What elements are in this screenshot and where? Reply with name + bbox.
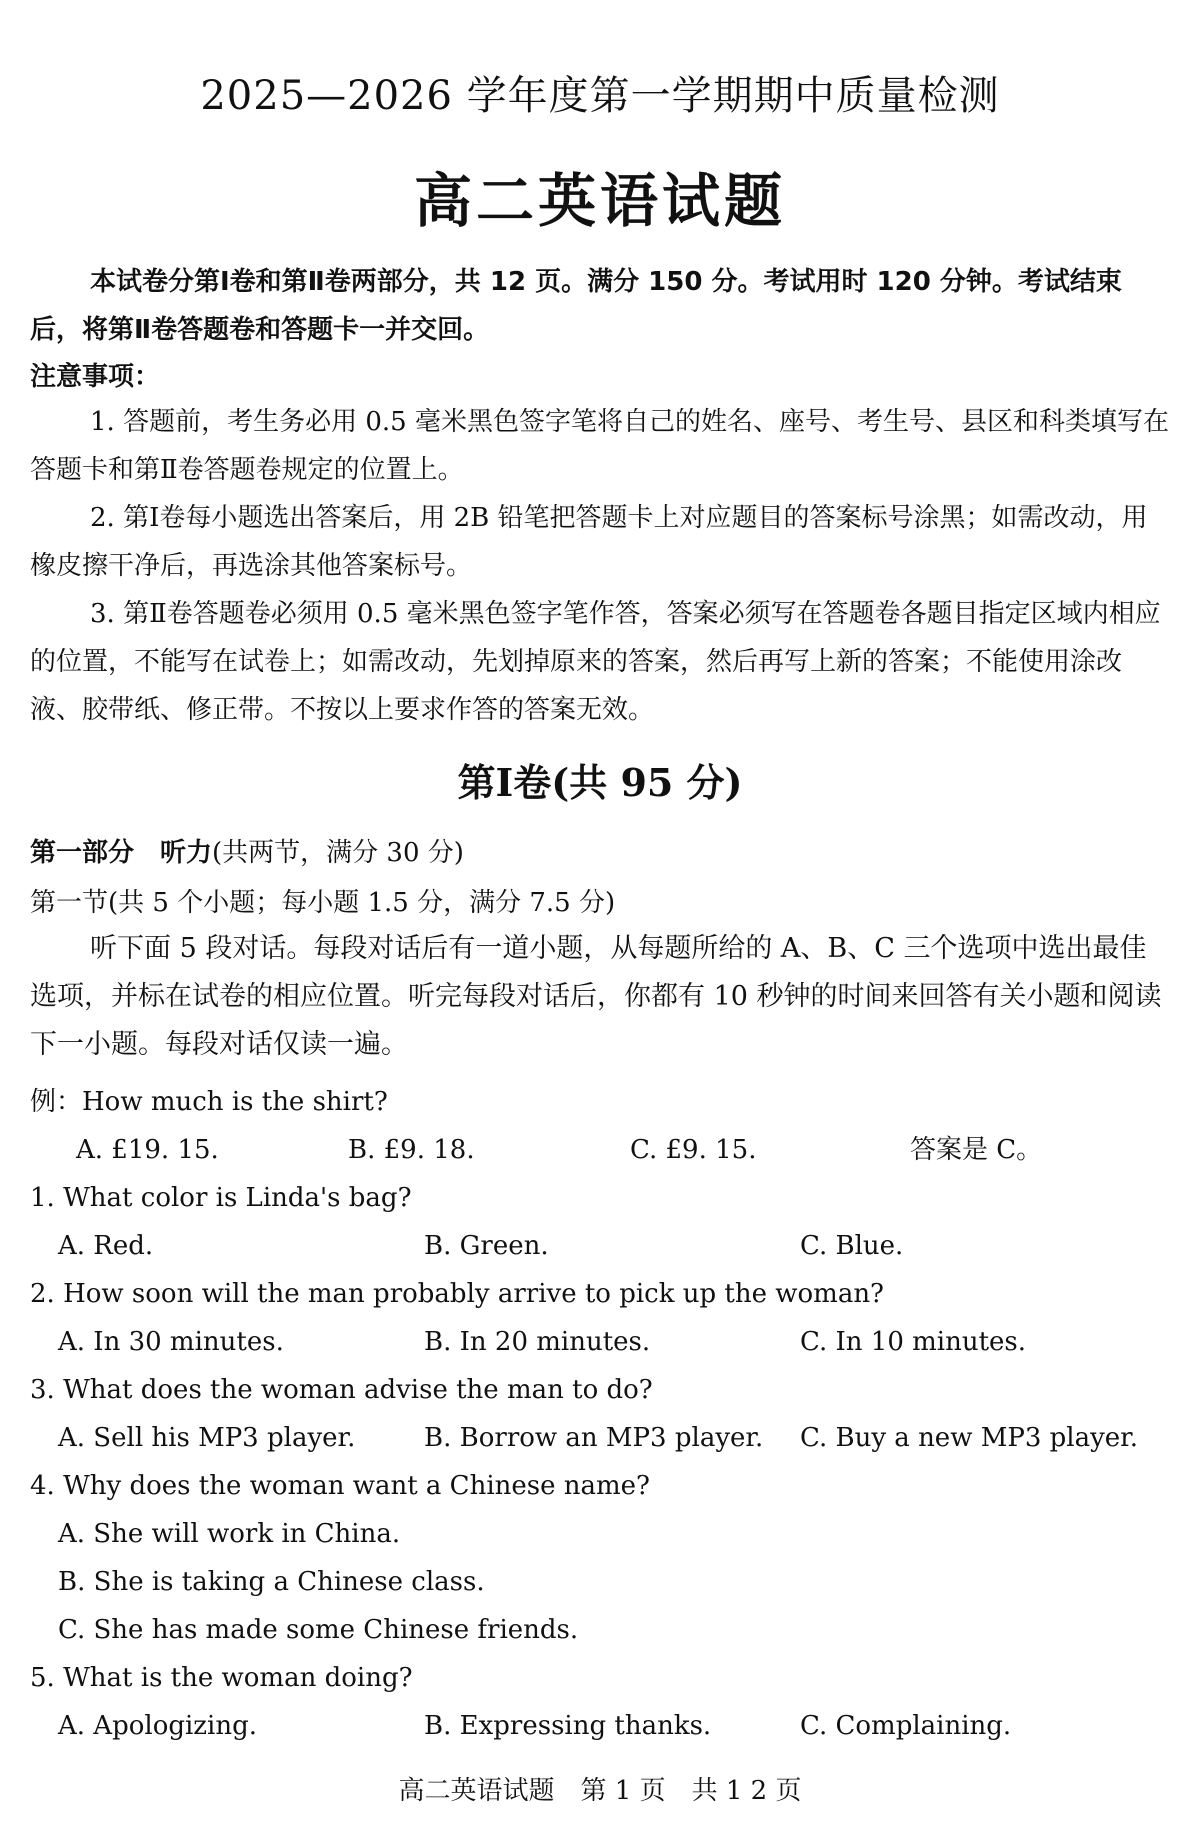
question-4 [30,1462,1170,1654]
question-options [30,1318,1170,1366]
exam-line: 2025—2026 学年度第一学期期中质量检测 [200,73,1000,119]
notice-item: 2. 第Ⅰ卷每小题选出答案后，用 2B 铅笔把答题卡上对应题目的答案标号涂黑；如需改动，用橡皮擦干净后，再选涂其他答案标号。 [30,503,1148,581]
option-c: C. £9. 15. [630,1135,757,1165]
question-1 [30,1174,1170,1270]
example-block [30,1078,1170,1174]
question-stem: 5. What is the woman doing? [30,1663,413,1693]
question-stem: 2. How soon will the man probably arrive to pick up the woman? [30,1279,885,1309]
notice-item: 3. 第Ⅱ卷答题卷必须用 0.5 毫米黑色签字笔作答，答案必须写在答题卷各题目指定区域内相应的位置，不能写在试卷上；如需改动，先划掉原来的答案，然后再写上新的答案；不能使用涂改液、胶带纸、修正带。不按以上要求作答的答案无效。 [30,599,1161,725]
intro-paragraph: 本试卷分第Ⅰ卷和第Ⅱ卷两部分，共 12 页。满分 150 分。考试用时 120 分钟。考试结束后，将第Ⅱ卷答题卷和答题卡一并交回。 [30,267,1122,345]
option-a: A. She will work in China. [58,1519,401,1549]
page-footer: 高二英语试题 第 1 页 共 1 2 页 [398,1776,802,1806]
section-title: 第Ⅰ卷(共 95 分) [457,760,743,805]
option-a: A. In 30 minutes. [58,1327,284,1357]
notice-heading: 注意事项： [30,362,161,392]
listening-instructions: 听下面 5 段对话。每段对话后有一道小题，从每题所给的 A、B、C 三个选项中选出最佳选项，并标在试卷的相应位置。听完每段对话后，你都有 10 秒钟的时间来回答有关小题和阅读下一小题。每段对话仅读一遍。 [30,933,1162,1060]
subsection-heading: 第一节(共 5 个小题；每小题 1.5 分，满分 7.5 分) [30,888,616,918]
question-stem: 4. Why does the woman want a Chinese name? [30,1471,650,1501]
option-b: B. £9. 18. [348,1135,475,1165]
example-answer: 答案是 C。 [910,1135,1043,1165]
notice-list [30,398,1170,734]
question-options [30,1414,1170,1462]
option-c: C. Buy a new MP3 player. [800,1423,1139,1453]
part-label: 第一部分 听力 [30,838,213,868]
example-question: 例：How much is the shirt? [30,1087,388,1117]
option-b: B. Green. [424,1231,549,1261]
option-c: C. Complaining. [800,1711,1012,1741]
question-options [30,1222,1170,1270]
option-b: B. She is taking a Chinese class. [58,1567,485,1597]
question-options [30,1702,1170,1750]
question-3 [30,1366,1170,1462]
option-a: A. Sell his MP3 player. [58,1423,356,1453]
option-c: C. Blue. [800,1231,904,1261]
page-title: 高二英语试题 [413,167,786,235]
notice-item: 1. 答题前，考生务必用 0.5 毫米黑色签字笔将自己的姓名、座号、考生号、县区和科类填写在答题卡和第Ⅱ卷答题卷规定的位置上。 [30,407,1169,485]
question-stem: 1. What color is Linda's bag? [30,1183,412,1213]
part-heading [30,832,464,869]
exam-page [30,0,1170,1841]
example-options [30,1126,1170,1174]
option-c: C. She has made some Chinese friends. [58,1615,579,1645]
option-a: A. Red. [58,1231,154,1261]
question-5 [30,1654,1170,1750]
option-b: B. Expressing thanks. [424,1711,712,1741]
option-a: A. Apologizing. [58,1711,257,1741]
option-b: B. In 20 minutes. [424,1327,651,1357]
question-2 [30,1270,1170,1366]
part-note: (共两节，满分 30 分) [212,838,464,868]
option-b: B. Borrow an MP3 player. [424,1423,764,1453]
option-a: A. £19. 15. [76,1135,219,1165]
question-stem: 3. What does the woman advise the man to do? [30,1375,653,1405]
option-c: C. In 10 minutes. [800,1327,1027,1357]
